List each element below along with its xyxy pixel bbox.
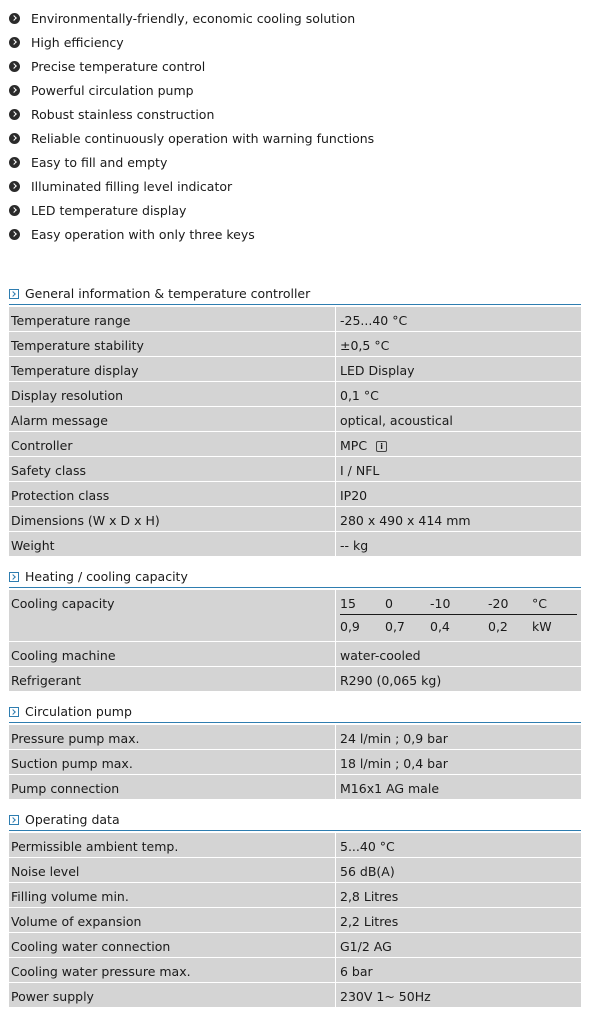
capacity-temperature: -20 — [488, 595, 509, 611]
table-row — [9, 382, 581, 407]
table-row — [9, 958, 581, 983]
feature-item — [9, 102, 374, 126]
spec-value: optical, acoustical — [336, 407, 581, 431]
capacity-power: 0,4 — [430, 619, 450, 634]
table-row — [9, 883, 581, 908]
table-row — [9, 507, 581, 532]
spec-value: 0,1 °C — [336, 382, 581, 406]
spec-label: Volume of expansion — [9, 908, 336, 932]
table-row — [9, 432, 581, 457]
feature-text: Reliable continuously operation with warning functions — [31, 130, 375, 146]
table-row — [9, 457, 581, 482]
bullet-arrow-icon — [9, 229, 20, 240]
operating-spec-table — [9, 833, 581, 1008]
spec-value: ±0,5 °C — [336, 332, 581, 356]
spec-value: 2,8 Litres — [336, 883, 581, 907]
section-header-pump[interactable] — [9, 701, 581, 723]
pump-spec-table — [9, 725, 581, 800]
table-row — [9, 357, 581, 382]
spec-value: 280 x 490 x 414 mm — [336, 507, 581, 531]
expand-arrow-icon — [9, 707, 19, 717]
capacity-temperature: 0 — [385, 595, 393, 611]
feature-text: Precise temperature control — [31, 58, 206, 74]
table-row — [9, 332, 581, 357]
feature-text: Illuminated filling level indicator — [31, 178, 233, 194]
table-row — [9, 590, 581, 642]
table-row — [9, 775, 581, 800]
table-row — [9, 532, 581, 557]
spec-label: Cooling water pressure max. — [9, 958, 336, 982]
capacity-power: 0,7 — [385, 619, 405, 634]
bullet-arrow-icon — [9, 133, 20, 144]
feature-text: Robust stainless construction — [31, 106, 215, 122]
feature-text: High efficiency — [31, 34, 124, 50]
spec-label: Pressure pump max. — [9, 725, 336, 749]
spec-value: I / NFL — [336, 457, 581, 481]
spec-label: Cooling water connection — [9, 933, 336, 957]
spec-label: Cooling machine — [9, 642, 336, 666]
feature-text: Easy operation with only three keys — [31, 226, 255, 242]
spec-label: Controller — [9, 432, 336, 456]
controller-value: MPC — [340, 438, 368, 453]
spec-value — [336, 432, 581, 456]
feature-text: LED temperature display — [31, 202, 187, 218]
bullet-arrow-icon — [9, 205, 20, 216]
spec-label: Cooling capacity — [9, 590, 336, 641]
capacity-power-unit: kW — [532, 619, 552, 634]
capacity-power-row — [340, 615, 577, 638]
table-row — [9, 908, 581, 933]
table-row — [9, 833, 581, 858]
spec-value: 24 l/min ; 0,9 bar — [336, 725, 581, 749]
table-row — [9, 750, 581, 775]
bullet-arrow-icon — [9, 85, 20, 96]
spec-label: Dimensions (W x D x H) — [9, 507, 336, 531]
spec-label: Safety class — [9, 457, 336, 481]
spec-value: IP20 — [336, 482, 581, 506]
section-title: Heating / cooling capacity — [25, 569, 188, 584]
feature-item — [9, 78, 374, 102]
table-row — [9, 307, 581, 332]
capacity-temperature-unit: °C — [532, 595, 547, 611]
bullet-arrow-icon — [9, 37, 20, 48]
spec-value: 230V 1~ 50Hz — [336, 983, 581, 1007]
general-spec-table — [9, 307, 581, 557]
capacity-temperature: 15 — [340, 595, 356, 611]
capacity-temperature-row — [340, 592, 577, 615]
spec-value: -25...40 °C — [336, 307, 581, 331]
spec-label: Noise level — [9, 858, 336, 882]
section-title: General information & temperature controller — [25, 286, 311, 301]
capacity-grid — [336, 590, 581, 641]
bullet-arrow-icon — [9, 61, 20, 72]
table-row — [9, 983, 581, 1008]
spec-value: G1/2 AG — [336, 933, 581, 957]
spec-label: Protection class — [9, 482, 336, 506]
feature-text: Environmentally-friendly, economic cooling solution — [31, 10, 356, 26]
section-title: Operating data — [25, 812, 120, 827]
table-row — [9, 482, 581, 507]
spec-value: 2,2 Litres — [336, 908, 581, 932]
feature-item — [9, 6, 374, 30]
expand-arrow-icon — [9, 815, 19, 825]
bullet-arrow-icon — [9, 109, 20, 120]
capacity-power: 0,9 — [340, 619, 360, 634]
spec-value: LED Display — [336, 357, 581, 381]
expand-arrow-icon — [9, 289, 19, 299]
table-row — [9, 933, 581, 958]
capacity-temperature: -10 — [430, 595, 451, 611]
feature-item — [9, 174, 374, 198]
spec-label: Temperature range — [9, 307, 336, 331]
bullet-arrow-icon — [9, 13, 20, 24]
section-title: Circulation pump — [25, 704, 132, 719]
spec-label: Temperature display — [9, 357, 336, 381]
spec-value: R290 (0,065 kg) — [336, 667, 581, 691]
feature-item — [9, 198, 374, 222]
feature-item — [9, 150, 374, 174]
bullet-arrow-icon — [9, 157, 20, 168]
spec-label: Refrigerant — [9, 667, 336, 691]
spec-value: water-cooled — [336, 642, 581, 666]
section-header-general[interactable] — [9, 283, 581, 305]
spec-label: Alarm message — [9, 407, 336, 431]
info-icon[interactable]: i — [376, 441, 387, 452]
spec-label: Temperature stability — [9, 332, 336, 356]
spec-value: 56 dB(A) — [336, 858, 581, 882]
spec-value: 5...40 °C — [336, 833, 581, 857]
feature-item — [9, 30, 374, 54]
feature-list — [9, 6, 374, 246]
feature-text: Easy to fill and empty — [31, 154, 168, 170]
heating-spec-table — [9, 590, 581, 692]
table-row — [9, 858, 581, 883]
spec-label: Weight — [9, 532, 336, 556]
spec-label: Filling volume min. — [9, 883, 336, 907]
bullet-arrow-icon — [9, 181, 20, 192]
spec-value: -- kg — [336, 532, 581, 556]
table-row — [9, 725, 581, 750]
section-header-heating[interactable] — [9, 566, 581, 588]
feature-item — [9, 126, 374, 150]
feature-item — [9, 54, 374, 78]
spec-value: M16x1 AG male — [336, 775, 581, 799]
feature-text: Powerful circulation pump — [31, 82, 194, 98]
table-row — [9, 407, 581, 432]
table-row — [9, 667, 581, 692]
spec-label: Display resolution — [9, 382, 336, 406]
section-header-operating[interactable] — [9, 809, 581, 831]
spec-label: Power supply — [9, 983, 336, 1007]
table-row — [9, 642, 581, 667]
expand-arrow-icon — [9, 572, 19, 582]
capacity-power: 0,2 — [488, 619, 508, 634]
feature-item — [9, 222, 374, 246]
spec-label: Pump connection — [9, 775, 336, 799]
spec-value: 6 bar — [336, 958, 581, 982]
spec-label: Permissible ambient temp. — [9, 833, 336, 857]
spec-label: Suction pump max. — [9, 750, 336, 774]
spec-value: 18 l/min ; 0,4 bar — [336, 750, 581, 774]
